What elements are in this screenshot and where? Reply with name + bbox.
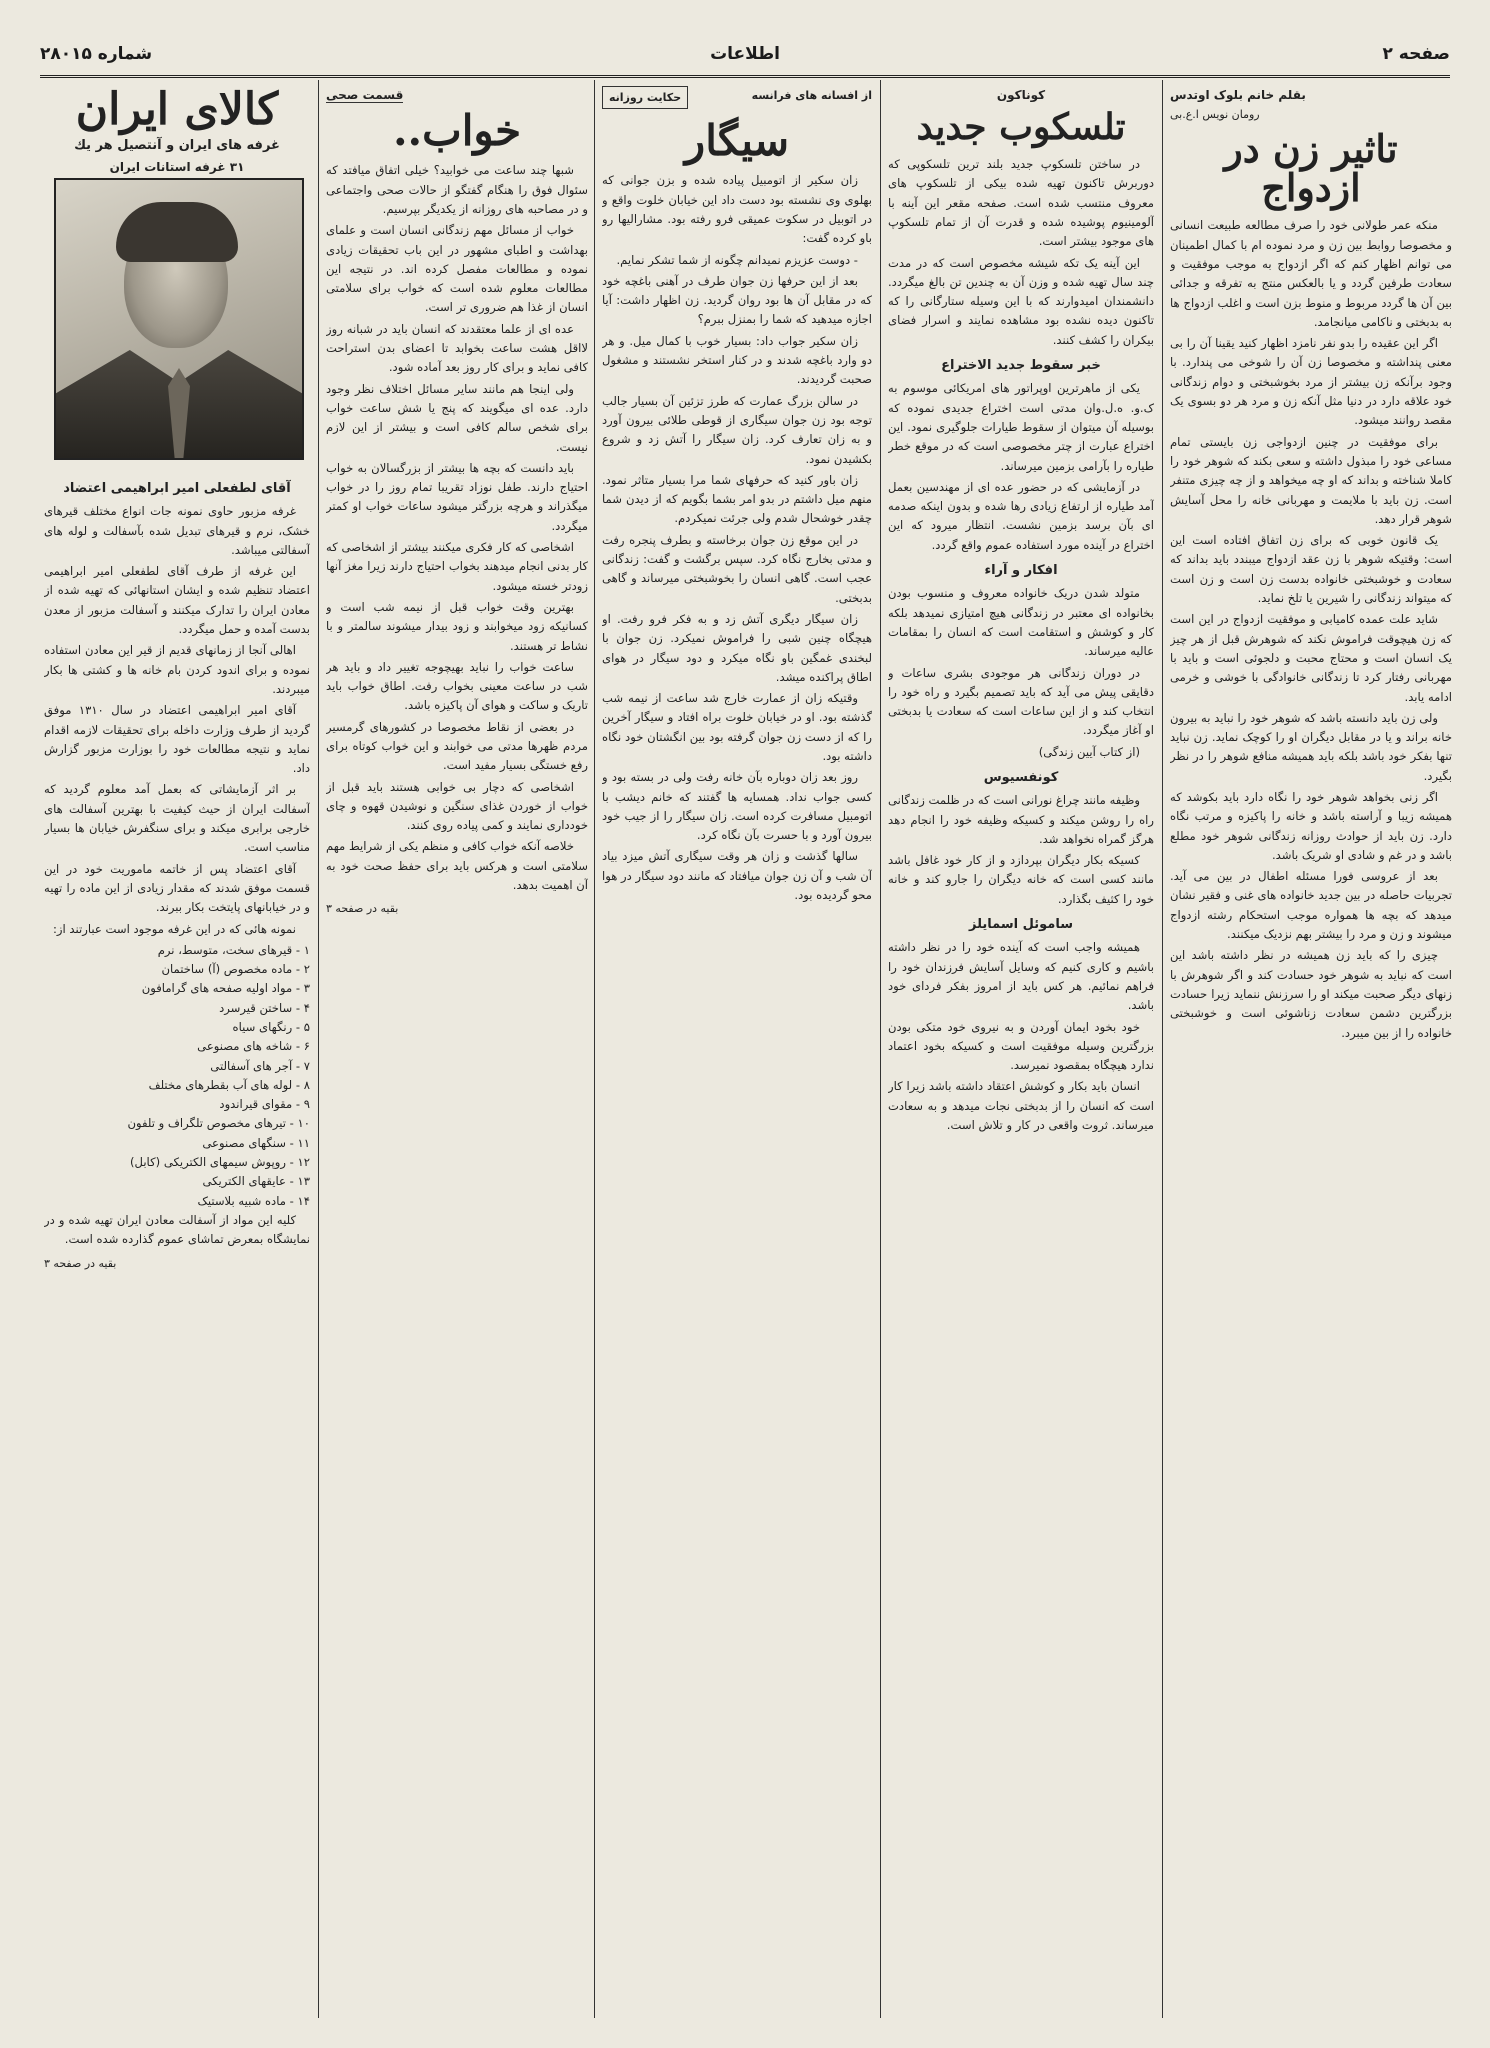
paragraph: اهالی آنجا از زمانهای قدیم از قیر این معادن استفاده نموده و برای اندود کردن بام خانه ها و کشتی ها بکار میبردند. <box>44 643 310 696</box>
paragraph: غرفه مزبور حاوی نمونه جات انواع مختلف قیرهای خشک، نرم و قیرهای تبدیل شده بآسفالت و لوله های آسفالتی میباشد. <box>44 504 310 557</box>
paragraph: بهترین وقت خواب قبل از نیمه شب است و کسانیکه زود میخوابند و زود بیدار میشوند سالمتر و با نشاط تر هستند. <box>326 599 588 653</box>
paragraph: عده ای از علما معتقدند که انسان باید در شبانه روز لااقل هشت ساعت بخوابد تا اعضای بدن استراحت کافی نماید و برای کار روز بعد آماده شود. <box>326 321 588 375</box>
paragraph: آقای اعتضاد پس از خاتمه ماموریت خود در این قسمت موفق شدند که مقدار زیادی از این ماده را تهیه و در خیابانهای پایتخت بکار ببرند. <box>44 861 310 915</box>
list-item: ۴ - ساختن قیرسرد <box>219 1000 310 1015</box>
paragraph: زان سکیر جواب داد: بسیار خوب با کمال میل. و هر دو وارد باغچه شدند و در کنار استخر نشستند و مشغول صحبت گردیدند. <box>602 333 872 387</box>
paragraph: برای موفقیت در چنین ازدواجی زن بایستی تمام مساعی خود را مبذول داشته و سعی بکند که شوهر خود را کاملا شناخته و بداند که او چه میخواهد و از چه چیزی متنفر است. زن باید با ملایمت و مهربانی خانه را محل آسایش شوهر قرار دهد. <box>1170 434 1452 526</box>
paragraph: در آزمایشی که در حضور عده ای از مهندسین بعمل آمد طیاره از ارتفاع زیادی رها شده و بدون اینکه صدمه ای بآن برسد بزمین نشست. انتظار میرود که این اختراع در آینده مورد استفاده عموم واقع گردد. <box>888 479 1154 552</box>
paragraph: این آینه یک تکه شیشه مخصوص است که در مدت چند سال تهیه شده و وزن آن به چندین تن بالغ میگردد. دانشمندان امیدوارند که با این وسیله ستارگانی را که تاکنون دیده نشده بود مشاهده نمایند و اسرار فضای بیکران را کشف کنند. <box>888 255 1154 347</box>
column-rule <box>594 80 595 2018</box>
paragraph: روز بعد زان دوباره بآن خانه رفت ولی در بسته بود و کسی جواب نداد. همسایه ها گفتند که خانم دیشب با اتومبیل مسافرت کرده است. زان سیگار را از جیب خود بیرون آورد و با حسرت بآن نگاه کرد. <box>602 770 872 843</box>
list-item: ۱۱ - سنگهای مصنوعی <box>202 1135 310 1150</box>
paragraph: اشخاصی که دچار بی خوابی هستند باید قبل از خواب از خوردن غذای سنگین و نوشیدن قهوه و چای خودداری نمایند و کمی پیاده روی کنند. <box>326 779 588 833</box>
paragraph: ولی زن باید دانسته باشد که شوهر خود را نباید به بیرون خانه براند و یا در مقابل دیگران او را کوچک نماید. زن نباید تنها بفکر خود باشد بلکه باید همیشه منافع شوهر را در نظر بگیرد. <box>1170 710 1452 783</box>
paragraph: (از کتاب آیین زندگی) <box>1038 744 1140 759</box>
paragraph: زان باور کنید که حرفهای شما مرا بسیار متاثر نمود. منهم میل داشتم در بدو امر بشما بگویم که از دیدن شما چقدر خوشحال شدم ولی جرئت نمیکردم. <box>602 472 872 526</box>
paragraph: خلاصه آنکه خواب کافی و منظم یکی از شرایط مهم سلامتی است و هرکس باید برای حفظ صحت خود به آن اهمیت بدهد. <box>326 839 588 893</box>
subheading: ۳۱ غرفه استانات ایران <box>109 159 245 174</box>
page-number: صفحه ۲ <box>1382 44 1450 64</box>
portrait-photo <box>54 178 304 460</box>
byline: بقلم خانم بلوک اوتدس <box>1170 88 1306 102</box>
list-item: ۱۴ - ماده شبیه بلاستیک <box>197 1193 310 1208</box>
paragraph: این غرفه از طرف آقای لطفعلی امیر ابراهیمی اعتضاد تنظیم شده و ایشان استانهائی که تهیه شده از معادن ایران را تدارک میکنند و آسفالت مزبور از معدن بدست آمده و حمل میگردد. <box>44 564 310 637</box>
paragraph: بعد از این حرفها زن جوان طرف در آهنی باغچه خود که در مقابل آن ها بود روان گردید. زن اظهار داشت: آیا اجازه میدهید که شما را بمنزل ببرم؟ <box>602 273 872 327</box>
column-rule <box>880 80 881 2018</box>
paragraph: نمونه هائی که در این غرفه موجود است عبارتند از: <box>53 921 296 936</box>
list-item: ۹ - مقوای قیراندود <box>219 1097 310 1112</box>
list-item: ۱۰ - تیرهای مخصوص تلگراف و تلفون <box>127 1116 310 1131</box>
paragraph: آقای امیر ابراهیمی اعتضاد در سال ۱۳۱۰ موفق گردید از طرف وزارت داخله برای تحقیقات لازمه اقدام نماید و نتیجه مطالعات خود را بوزارت مزبور گزارش داد. <box>44 703 310 776</box>
paragraph: وقتیکه زان از عمارت خارج شد ساعت از نیمه شب گذشته بود. او در خیابان خلوت براه افتاد و سیگار آخرین را که از دست زن جوان گرفته بود بین انگشتان خود نگاه داشته بود. <box>602 691 872 763</box>
subheading: غرفه های ایران و آنتصیل هر یك <box>74 138 280 154</box>
paragraph: ساعت خواب را نباید بهیچوجه تغییر داد و باید هر شب در ساعت معینی بخواب رفت. اطاق خواب باید تاریک و ساکت و هوای آن پاکیزه باشد. <box>326 659 588 713</box>
paragraph: اگر این عقیده را بدو نفر نامزد اظهار کنید یقینا آن را بی معنی پنداشته و مخصوصا زن آن را شوخی می پندارد. با وجود برآنکه زن بیشتر از مرد بخوشبختی و دوام زندگانی خود علاقه دارد در دنیا مثل آنکه زن و مرد هر دو بسوی یک مقصد روانند میشود. <box>1170 336 1452 428</box>
paragraph: در سالن بزرگ عمارت که طرز تزئین آن بسیار جالب توجه بود زن جوان سیگاری از قوطی طلائی بیرون آورد و به زان تعارف کرد. زان سیگار را آتش زد و شروع بکشیدن نمود. <box>602 393 872 466</box>
column-rule <box>318 80 319 2018</box>
paragraph: متولد شدن دریک خانواده معروف و منسوب بودن بخانواده ای معتبر در زندگانی هیچ امتیازی نمیدهد بلکه کار و کوشش و استقامت است که انسان را بمقامات عالیه میرساند. <box>888 586 1154 659</box>
paragraph: اشخاصی که کار فکری میکنند بیشتر از اشخاصی که کار بدنی انجام میدهند بخواب احتیاج دارند زیرا مغز آنها زودتر خسته میشود. <box>326 540 588 593</box>
story-cigarette <box>602 86 872 2016</box>
column-rule <box>1162 80 1163 2018</box>
column-miscellany <box>888 86 1154 2016</box>
paragraph: منکه عمر طولانی خود را صرف مطالعه طبیعت انسانی و مخصوصا روابط بین زن و مرد نموده ام با کمال اطمینان می توانم اظهار کنم که اگر ازدواج به موجب موفقیت و سعادت طرفین گردد و یا بالعکس منتج به تفرقه و جدائی بین آن ها گردد مربوط و منوط بزن است و اغلب ازدواج ها به بدبختی و ناکامی میانجامد. <box>1170 218 1452 329</box>
paragraph: وظیفه مانند چراغ نورانی است که در ظلمت زندگانی راه را روشن میکند و کسیکه وظیفه خود را انجام دهد هرگز گمراه نخواهد شد. <box>888 793 1154 846</box>
subheading: ساموئل اسمایلز <box>969 917 1073 933</box>
paragraph: کلیه این مواد از آسفالت معادن ایران تهیه شده و در نمایشگاه بمعرض تماشای عموم گذارده شده است. <box>44 1212 310 1247</box>
list-item: ۲ - ماده مخصوص (آ) ساختمان <box>161 962 310 977</box>
list-item: ۱۲ - روپوش سیمهای الکتریکی (کابل) <box>130 1155 310 1170</box>
paragraph: شبها چند ساعت می خوابید؟ خیلی اتفاق میافتد که سئوال فوق را هنگام گفتگو از حالات صحی واجتماعی و در مصاحبه های روزانه از یکدیگر بپرسیم. <box>326 163 588 216</box>
paragraph: در ساختن تلسکوپ جدید بلند ترین تلسکوپی که دوربرش تاکنون تهیه شده بیکی از تلسکوپ های معروف منتسب شده است. صفحه مقعر این آینه با آلومینیوم پوشیده شده و قدرت آن از تمام تلسکوپ های موجود بیشتر است. <box>888 157 1154 249</box>
article-sleep <box>326 86 588 2016</box>
paragraph: خود بخود ایمان آوردن و به نیروی خود متکی بودن بزرگترین وسیله موفقیت است و کسیکه بخود اعتماد ندارد هیچگاه بمقصود نمیرسد. <box>888 1019 1154 1073</box>
paragraph: کسیکه بکار دیگران بپردازد و از کار خود غافل باشد مانند کسی است که خانه دیگران را جارو کند و خانه خود را کثیف بگذارد. <box>888 853 1154 906</box>
story-source-label: از افسانه های فرانسه <box>751 89 872 102</box>
continued-note: بقیه در صفحه ۳ <box>44 1256 117 1270</box>
paragraph: شاید علت عمده کامیابی و موفقیت ازدواج در این است که زن هیچوقت فراموش نکند که شوهرش قبل از هر چیز یک انسان است و محتاج محبت و دلجوئی است و باید با مهربانی رفتار کرد تا زندگانی خانوادگی با خوشی و خرمی ادامه یابد. <box>1170 612 1452 704</box>
list-item: ۳ - مواد اولیه صفحه های گرامافون <box>141 981 310 996</box>
paragraph: اگر زنی بخواهد شوهر خود را نگاه دارد باید بکوشد که همیشه زیبا و آراسته باشد و خانه را پاکیزه و مرتب نگاه دارد. زن باید از حوادث روزانه زندگانی شوهر خود مطلع باشد و در غم و شادی او شریک باشد. <box>1170 789 1452 862</box>
list-item: ۱۳ - عایقهای الکتریکی <box>202 1174 310 1189</box>
newspaper-title: اطلاعات <box>710 44 780 64</box>
list-item: ۱ - قیرهای سخت، متوسط، نرم <box>157 942 310 957</box>
portrait-hair <box>116 202 238 262</box>
masthead <box>40 38 1450 78</box>
continued-note: بقیه در صفحه ۳ <box>326 902 399 916</box>
paragraph: زان سیگار دیگری آتش زد و به فکر فرو رفت. او هیچگاه چنین شبی را فراموش نمیکرد. زن جوان با لبخندی غمگین باو نگاه میکرد و دود سیگار در هوای اطاق پراکنده میشد. <box>602 611 872 684</box>
paragraph: یکی از ماهرترین اوپراتور های امریکائی موسوم به ک.و. ه.ل.وان مدتی است اختراع جدیدی نموده که بوسیله آن میتوان از سقوط طیارات جلوگیری نمود. این اختراع عبارت از چتر مخصوصی است که در موقع خطر طیاره را بآرامی بزمین میرساند. <box>888 381 1154 473</box>
headline: تاثیر زن در ازدواج <box>1224 125 1398 211</box>
daily-story-box: حکایت روزانه <box>602 86 688 109</box>
paragraph: زان سکیر از اتومبیل پیاده شده و بزن جوانی که بهلوی وی نشسته بود دست داد این خیابان خلوت واقع و در اتوبیل در سکوت عمیقی فرو رفته بود. مشارالیها رو باو کرده گفت: <box>602 173 872 246</box>
paragraph: خواب از مسائل مهم زندگانی انسان است و علمای بهداشت و اطبای مشهور در این باب تحقیقات زیادی نموده و مطالعات مفصل کرده اند. در نتیجه این مطالعات معلوم شده است که خواب برای سلامتی انسان از غذا هم ضروری تر است. <box>326 223 588 315</box>
subheading: افکار و آراء <box>984 563 1058 579</box>
section-label: قسمت صحی <box>326 88 404 102</box>
paragraph: در بعضی از نقاط مخصوصا در کشورهای گرمسیر مردم ظهرها مدتی می خوابند و این خواب کوتاه برای رفع خستگی بسیار مفید است. <box>326 719 588 773</box>
list-item: ۷ - آجر های آسفالتی <box>210 1058 310 1073</box>
paragraph: چیزی را که باید زن همیشه در نظر داشته باشد این است که نباید به شوهر خود حسادت کند و اگر شوهرش با زنهای دیگر صحبت میکند او را سرزنش ننماید زیرا حسادت بزرگترین دشمن سعادت زناشوئی است و خوشبختی خانواده را از بین میبرد. <box>1170 948 1452 1040</box>
article-women-marriage <box>1170 86 1452 2016</box>
paragraph: انسان باید بکار و کوشش اعتقاد داشته باشد زیرا کار است که انسان را از بدبختی نجات میدهد و به سعادت میرساند. ثروت واقعی در کار و تلاش است. <box>888 1079 1154 1133</box>
paragraph: در این موقع زن جوان برخاسته و بطرف پنجره رفت و مدتی بخارج نگاه کرد. سپس برگشت و گفت: زندگانی عجب است. گاهی انسان را بخوشبختی میرساند و گاهی بدبختی. <box>602 532 872 605</box>
list-item: ۸ - لوله های آب بقطرهای مختلف <box>148 1077 310 1092</box>
paragraph: ولی اینجا هم مانند سایر مسائل اختلاف نظر وجود دارد. عده ای میگویند که پنج یا شش ساعت خواب برای شخص سالم کافی است و بیشتر از این لازم نیست. <box>326 381 588 454</box>
headline: تلسکوب جدید <box>916 106 1126 149</box>
headline: سیگار <box>684 116 790 166</box>
list-item: ۵ - رنگهای سیاه <box>232 1020 310 1034</box>
photo-caption: آقای لطفعلی امیر ابراهیمی اعتضاد <box>63 480 291 496</box>
paragraph: یک قانون خوبی که برای زن اتفاق افتاده است این است: وقتیکه شوهر با زن عقد ازدواج میبندد باید بداند که سعادت و خوشبختی خانواده بدست زن است و زن است که میتواند زندگانی را شیرین یا تلخ نماید. <box>1170 533 1452 606</box>
paragraph: باید دانست که بچه ها بیشتر از بزرگسالان به خواب احتیاج دارند. طفل نوزاد تقریبا تمام روز را در خواب میگذراند و هرچه بزرگتر میشود ساعات خواب او کمتر میگردد. <box>326 460 588 533</box>
section-kicker: کوناکون <box>996 88 1046 102</box>
paragraph: همیشه واجب است که آینده خود را در نظر داشته باشیم و کاری کنیم که وسایل آسایش فرزندان خود را فراهم نمائیم. هر کس باید از امروز بفکر فردای خود باشد. <box>888 940 1154 1013</box>
headline: کالای ایران <box>75 86 279 135</box>
headline: خواب.. <box>392 106 522 156</box>
list-item: ۶ - شاخه های مصنوعی <box>197 1039 310 1054</box>
subheading: خبر سقوط جدید الاختراع <box>941 358 1101 374</box>
paragraph: بر اثر آزمایشاتی که بعمل آمد معلوم گردید که آسفالت ایران از حیث کیفیت با بهترین آسفالت های خارجی برابری میکند و برای سنگفرش خیابان ها بسیار مناسب است. <box>44 782 310 855</box>
paragraph: - دوست عزیزم نمیدانم چگونه از شما تشکر نمایم. <box>616 252 858 267</box>
paragraph: در دوران زندگانی هر موجودی بشری ساعات و دقایقی پیش می آید که باید تصمیم بگیرد و راه خود را انتخاب کند و از این ساعات است که سعادت یا بدبختی او آغاز میگردد. <box>888 665 1154 738</box>
subheading: کونفسیوس <box>983 770 1059 785</box>
novelist-line: رومان نویس ا.ع.بی <box>1170 108 1260 122</box>
paragraph: سالها گذشت و زان هر وقت سیگاری آتش میزد بیاد آن شب و آن زن جوان میافتاد که مانند دود سیگار در هوا محو گردیده بود. <box>602 849 872 903</box>
paragraph: بعد از عروسی فورا مسئله اطفال در بین می آید. تجربیات حاصله در بین جدید خانواده های غنی و فقیر نشان میدهد که بچه ها همواره موجب استحکام رشته ازدواج میشوند و زن و مرد را بیشتر بهم نزدیک میکنند. <box>1170 869 1452 942</box>
issue-number: شماره ۲۸۰۱۵ <box>40 44 153 64</box>
